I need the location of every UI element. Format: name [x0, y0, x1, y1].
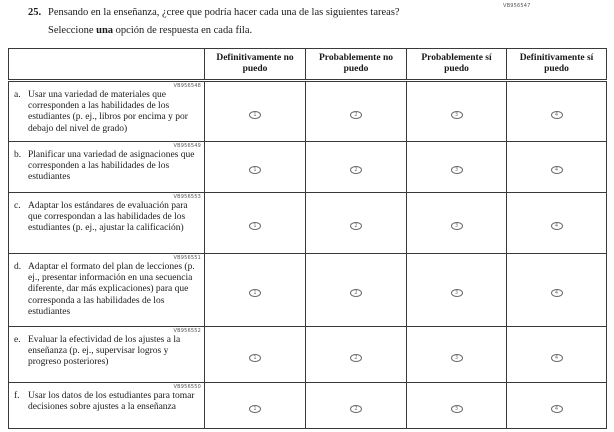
- response-cell: [306, 81, 407, 142]
- item-letter: d.: [14, 262, 22, 272]
- item: [14, 150, 201, 184]
- response-oval[interactable]: [451, 405, 463, 413]
- response-oval[interactable]: [249, 289, 261, 297]
- column-header: Probablemente sí puedo: [407, 49, 507, 81]
- item-label-cell: [9, 327, 205, 383]
- oval-digit: 1: [253, 290, 257, 296]
- response-cell: [205, 383, 306, 429]
- column-header: Definitivamente no puedo: [205, 49, 306, 81]
- response-oval[interactable]: [249, 166, 261, 174]
- oval-digit: 3: [454, 167, 459, 173]
- response-cell: [306, 142, 407, 193]
- response-cell: [407, 327, 507, 383]
- oval-digit: 4: [554, 111, 559, 118]
- oval-digit: 3: [454, 290, 459, 296]
- response-oval[interactable]: [451, 111, 463, 119]
- response-cell: [205, 142, 306, 193]
- table-row: [9, 81, 607, 142]
- response-cell: [507, 193, 607, 254]
- response-table-body: [9, 81, 607, 429]
- response-cell: [306, 383, 407, 429]
- response-cell: [407, 142, 507, 193]
- instruction-pre: Seleccione: [48, 24, 97, 36]
- oval-digit: 1: [253, 223, 257, 229]
- question-text: Pensando en la enseñanza, ¿cree que podría hacer cada una de las siguientes tareas?: [48, 7, 400, 18]
- item-variable-code: VB956548: [173, 83, 201, 89]
- response-oval[interactable]: [350, 354, 362, 362]
- item-variable-code: VB956553: [173, 194, 201, 200]
- item-text: Planificar una variedad de asignaciones que corresponden a las habilidades de los estudiantes: [28, 150, 195, 183]
- item-letter: f.: [14, 391, 20, 401]
- item-label-cell: [9, 142, 205, 193]
- item-variable-code: VB956549: [173, 143, 201, 149]
- table-row: [9, 254, 607, 327]
- table-row: [9, 327, 607, 383]
- response-cell: [306, 327, 407, 383]
- response-cell: [407, 254, 507, 327]
- response-oval[interactable]: [350, 111, 362, 119]
- oval-digit: 3: [454, 111, 459, 118]
- item-text: Usar los datos de los estudiantes para tomar decisiones sobre ajustes a la enseñanza: [28, 391, 195, 413]
- response-cell: [407, 81, 507, 142]
- response-oval[interactable]: [551, 111, 563, 119]
- oval-digit: 4: [554, 354, 559, 361]
- response-oval[interactable]: [350, 289, 362, 297]
- oval-digit: 4: [554, 290, 559, 296]
- oval-digit: 4: [554, 167, 559, 173]
- oval-digit: 2: [354, 290, 358, 296]
- question-block: [28, 6, 588, 37]
- response-cell: [205, 81, 306, 142]
- item-text: Usar una variedad de materiales que corresponden a las habilidades de los estudiantes (p. ej., libros por encima y por debajo del nivel de grado): [28, 90, 188, 134]
- item-variable-code: VB956551: [173, 255, 201, 261]
- corner-cell: [9, 49, 205, 81]
- oval-digit: 2: [354, 111, 358, 118]
- table-row: [9, 142, 607, 193]
- oval-digit: 1: [253, 111, 257, 118]
- response-cell: [306, 193, 407, 254]
- item-letter: e.: [14, 335, 21, 345]
- response-oval[interactable]: [551, 166, 563, 174]
- oval-digit: 3: [454, 223, 459, 229]
- oval-digit: 1: [253, 354, 257, 361]
- response-oval[interactable]: [249, 405, 261, 413]
- response-cell: [205, 254, 306, 327]
- item-label-cell: [9, 254, 205, 327]
- instruction-post: opción de respuesta en cada fila.: [113, 24, 253, 36]
- item: [14, 262, 201, 318]
- response-oval[interactable]: [451, 354, 463, 362]
- response-table: [8, 48, 607, 429]
- response-cell: [507, 142, 607, 193]
- response-oval[interactable]: [551, 354, 563, 362]
- item-text: Adaptar el formato del plan de lecciones (p. ej., presentar información en una secuencia diferente, dar más explicaciones) para que corresponda a las habilidades de los estudiantes: [28, 262, 195, 317]
- oval-digit: 2: [354, 405, 358, 412]
- oval-digit: 2: [354, 167, 358, 173]
- oval-digit: 1: [253, 167, 257, 173]
- item-letter: a.: [14, 90, 21, 100]
- response-cell: [507, 254, 607, 327]
- table-row: [9, 193, 607, 254]
- item: [14, 391, 201, 413]
- oval-digit: 3: [454, 405, 459, 412]
- column-header: Definitivamente sí puedo: [507, 49, 607, 81]
- response-oval[interactable]: [451, 166, 463, 174]
- item-text: Evaluar la efectividad de los ajustes a la enseñanza (p. ej., supervisar logros y progreso posteriores): [28, 335, 181, 368]
- item-letter: c.: [14, 201, 21, 211]
- table-row: [9, 383, 607, 429]
- response-cell: [306, 254, 407, 327]
- item-label-cell: [9, 383, 205, 429]
- response-cell: [507, 327, 607, 383]
- question-instruction: [28, 24, 588, 38]
- response-cell: [205, 327, 306, 383]
- response-cell: [407, 193, 507, 254]
- response-oval[interactable]: [249, 111, 261, 119]
- header-row: [9, 49, 607, 81]
- question-variable-code: VB956547: [503, 3, 531, 9]
- item: [14, 335, 201, 369]
- response-oval[interactable]: [350, 166, 362, 174]
- instruction-bold: una: [96, 24, 114, 36]
- oval-digit: 4: [554, 405, 559, 412]
- response-oval[interactable]: [249, 354, 261, 362]
- response-cell: [507, 81, 607, 142]
- response-oval[interactable]: [350, 405, 362, 413]
- item-letter: b.: [14, 150, 22, 160]
- response-oval[interactable]: [551, 222, 563, 230]
- item-label-cell: [9, 193, 205, 254]
- response-oval[interactable]: [350, 222, 362, 230]
- item: [14, 90, 201, 135]
- response-oval[interactable]: [451, 289, 463, 297]
- response-cell: [407, 383, 507, 429]
- oval-digit: 1: [253, 405, 257, 412]
- oval-digit: 3: [454, 354, 459, 361]
- item-variable-code: VB956550: [173, 384, 201, 390]
- response-cell: [205, 193, 306, 254]
- question-number: 25.: [28, 7, 42, 18]
- item: [14, 201, 201, 235]
- response-cell: [507, 383, 607, 429]
- oval-digit: 2: [354, 223, 358, 229]
- item-label-cell: [9, 81, 205, 142]
- response-oval[interactable]: [249, 222, 261, 230]
- response-oval[interactable]: [551, 289, 563, 297]
- column-header: Probablemente no puedo: [306, 49, 407, 81]
- oval-digit: 2: [354, 354, 358, 361]
- oval-digit: 4: [554, 223, 559, 229]
- item-variable-code: VB956552: [173, 328, 201, 334]
- response-oval[interactable]: [551, 405, 563, 413]
- item-text: Adaptar los estándares de evaluación para que correspondan a las habilidades de los estudiantes (p. ej., ajustar la calificación): [28, 201, 188, 234]
- response-oval[interactable]: [451, 222, 463, 230]
